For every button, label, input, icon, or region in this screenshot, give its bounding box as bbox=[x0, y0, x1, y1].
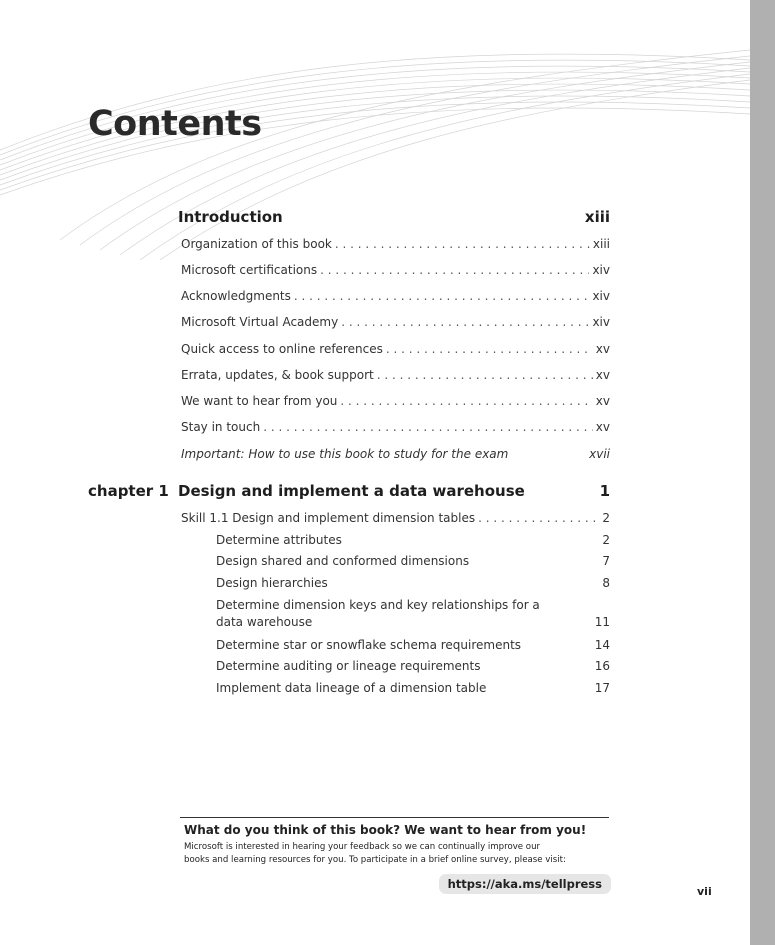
entry-page: 2 bbox=[602, 533, 610, 547]
sub-entry[interactable] bbox=[216, 659, 610, 673]
chapter-heading-row[interactable] bbox=[178, 482, 610, 500]
entry-page: xv bbox=[595, 394, 610, 408]
entry-label-line2: data warehouse bbox=[216, 615, 313, 629]
entry-page: 11 bbox=[594, 615, 610, 629]
entry-label: Determine star or snowflake schema requirements bbox=[216, 638, 522, 652]
toc-entry[interactable] bbox=[181, 394, 610, 408]
entry-page: 14 bbox=[594, 638, 610, 652]
introduction-heading-row[interactable] bbox=[178, 208, 610, 226]
feedback-survey-link[interactable]: https://aka.ms/tellpress bbox=[439, 874, 611, 894]
entry-label: Organization of this book bbox=[181, 237, 332, 251]
toc-entry[interactable] bbox=[181, 315, 610, 329]
feedback-text-line1: Microsoft is interested in hearing your feedback so we can continually improve our bbox=[184, 842, 541, 852]
sub-entry[interactable] bbox=[216, 681, 610, 695]
dot-leader bbox=[377, 368, 593, 382]
chapter-heading: Design and implement a data warehouse bbox=[178, 482, 525, 500]
entry-label: Microsoft Virtual Academy bbox=[181, 315, 339, 329]
entry-page: 8 bbox=[602, 576, 610, 590]
entry-page: xiii bbox=[592, 237, 610, 251]
entry-page: xv bbox=[595, 420, 610, 434]
entry-label: Implement data lineage of a dimension table bbox=[216, 681, 487, 695]
entry-label: Microsoft certifications bbox=[181, 263, 318, 277]
toc-entry[interactable] bbox=[181, 420, 610, 434]
toc-entry[interactable] bbox=[181, 368, 610, 382]
entry-label-line1: Determine dimension keys and key relationships for a bbox=[216, 598, 540, 612]
entry-label: Skill 1.1 Design and implement dimension tables bbox=[181, 511, 476, 525]
sub-entry[interactable] bbox=[216, 554, 610, 568]
feedback-title: What do you think of this book? We want to hear from you! bbox=[184, 823, 587, 837]
introduction-page: xiii bbox=[584, 208, 610, 226]
chapter-page: 1 bbox=[599, 482, 610, 500]
entry-page: 16 bbox=[594, 659, 610, 673]
sub-entry[interactable] bbox=[216, 576, 610, 590]
feedback-text bbox=[184, 841, 609, 867]
entry-label: Important: How to use this book to study for the exam bbox=[181, 447, 509, 461]
toc-entry[interactable] bbox=[181, 342, 610, 356]
entry-label: Errata, updates, & book support bbox=[181, 368, 374, 382]
entry-label: Determine attributes bbox=[216, 533, 342, 547]
toc-entry[interactable] bbox=[181, 263, 610, 277]
entry-page: 2 bbox=[602, 511, 610, 525]
dot-leader bbox=[386, 342, 593, 356]
entry-label: We want to hear from you bbox=[181, 394, 338, 408]
entry-label: Determine auditing or lineage requirements bbox=[216, 659, 481, 673]
dot-leader bbox=[340, 394, 592, 408]
toc-entry-important[interactable] bbox=[181, 447, 610, 461]
entry-label: Design shared and conformed dimensions bbox=[216, 554, 470, 568]
entry-label: Stay in touch bbox=[181, 420, 261, 434]
sub-entry-two-line[interactable] bbox=[216, 597, 610, 631]
dot-leader bbox=[263, 420, 593, 434]
dot-leader bbox=[341, 315, 589, 329]
toc-entry[interactable] bbox=[181, 289, 610, 303]
entry-page: xiv bbox=[592, 289, 610, 303]
sub-entry[interactable] bbox=[216, 638, 610, 652]
sub-entry[interactable] bbox=[216, 533, 610, 547]
toc-entry[interactable] bbox=[181, 237, 610, 251]
dot-leader bbox=[478, 511, 599, 525]
entry-page: 17 bbox=[594, 681, 610, 695]
entry-page: xiv bbox=[592, 263, 610, 277]
entry-page: xv bbox=[595, 368, 610, 382]
entry-label: Acknowledgments bbox=[181, 289, 291, 303]
page-number: vii bbox=[697, 885, 712, 898]
skill-entry[interactable] bbox=[181, 511, 610, 525]
dot-leader bbox=[294, 289, 590, 303]
dot-leader bbox=[320, 263, 589, 277]
entry-label: Quick access to online references bbox=[181, 342, 383, 356]
entry-page: 7 bbox=[602, 554, 610, 568]
chapter-label: chapter 1 bbox=[88, 482, 169, 500]
dot-leader bbox=[335, 237, 590, 251]
introduction-heading: Introduction bbox=[178, 208, 283, 226]
entry-page: xvii bbox=[589, 447, 610, 461]
page-title: Contents bbox=[88, 104, 262, 144]
feedback-text-line2: books and learning resources for you. To participate in a brief online survey, please visit: bbox=[184, 855, 566, 865]
page-edge-bar bbox=[750, 0, 775, 945]
entry-page: xiv bbox=[592, 315, 610, 329]
entry-label: Design hierarchies bbox=[216, 576, 328, 590]
feedback-box bbox=[180, 817, 609, 891]
entry-page: xv bbox=[595, 342, 610, 356]
